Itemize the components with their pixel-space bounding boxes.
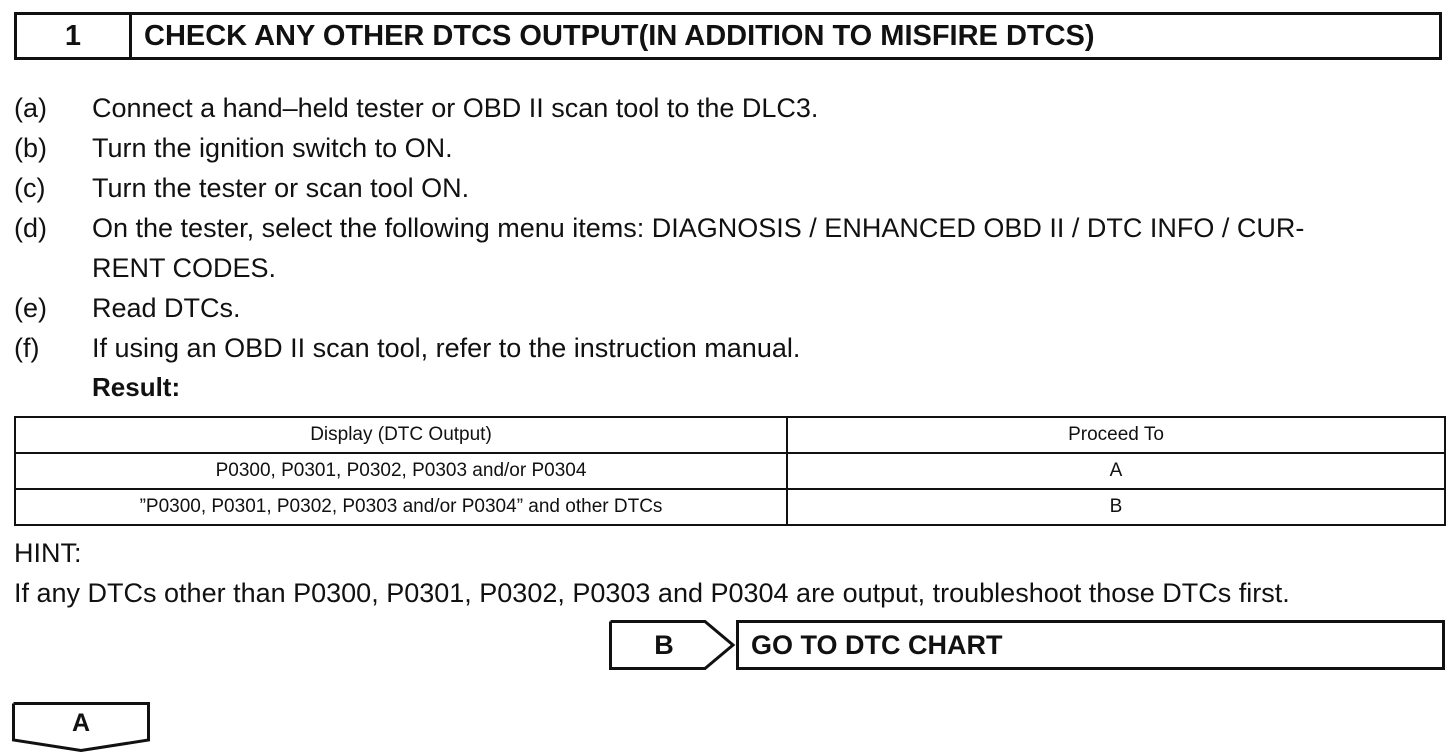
table-header-row [15, 417, 1445, 453]
instruction-text-line-1: On the tester, select the following menu items: DIAGNOSIS / ENHANCED OBD II / DTC INFO / CUR- [92, 213, 1305, 243]
result-table [14, 416, 1446, 526]
instruction-letter: (a) [14, 93, 47, 123]
instruction-text: Turn the tester or scan tool ON. [92, 173, 470, 203]
step-header [14, 12, 1442, 60]
instruction-text: Turn the ignition switch to ON. [92, 133, 453, 163]
instruction-text: Connect a hand–held tester or OBD II scan tool to the DLC3. [92, 93, 819, 123]
instruction-item [14, 128, 1446, 168]
instruction-text: If using an OBD II scan tool, refer to the instruction manual. [92, 333, 801, 363]
instruction-letter: (e) [14, 293, 47, 323]
instruction-item [14, 168, 1446, 208]
instruction-text: Read DTCs. [92, 293, 241, 323]
step-number: 1 [17, 15, 132, 57]
table-header-proceed: Proceed To [787, 417, 1445, 453]
instruction-item [14, 88, 1446, 128]
branch-b-label: GO TO DTC CHART [736, 620, 1445, 670]
table-header-display: Display (DTC Output) [15, 417, 787, 453]
instruction-letter: (b) [14, 133, 47, 163]
branch-a [12, 702, 150, 752]
hint-label: HINT: [14, 538, 82, 568]
hint-block [14, 533, 1450, 613]
instruction-text-line-2: RENT CODES. [92, 253, 277, 283]
instruction-list [14, 88, 1446, 406]
instruction-letter: (f) [14, 333, 40, 363]
instruction-letter: (c) [14, 173, 46, 203]
table-cell-proceed: A [787, 453, 1445, 489]
table-cell-proceed: B [787, 489, 1445, 525]
instruction-letter: (d) [14, 213, 47, 243]
hint-text: If any DTCs other than P0300, P0301, P0302, P0303 and P0304 are output, troubleshoot those DTCs first. [14, 578, 1290, 608]
table-row [15, 489, 1445, 525]
step-title: CHECK ANY OTHER DTCS OUTPUT(IN ADDITION TO MISFIRE DTCS) [144, 19, 1095, 52]
branch-a-letter: A [71, 708, 91, 737]
instruction-text [92, 208, 1446, 288]
table-cell-display: ”P0300, P0301, P0302, P0303 and/or P0304” and other DTCs [15, 489, 787, 525]
table-cell-display: P0300, P0301, P0302, P0303 and/or P0304 [15, 453, 787, 489]
instruction-item [14, 328, 1446, 368]
branch-b-letter: B [654, 629, 674, 660]
branch-b [609, 620, 1445, 670]
instruction-item [14, 288, 1446, 328]
result-label: Result: [92, 372, 181, 402]
table-row [15, 453, 1445, 489]
instruction-item [14, 208, 1446, 288]
